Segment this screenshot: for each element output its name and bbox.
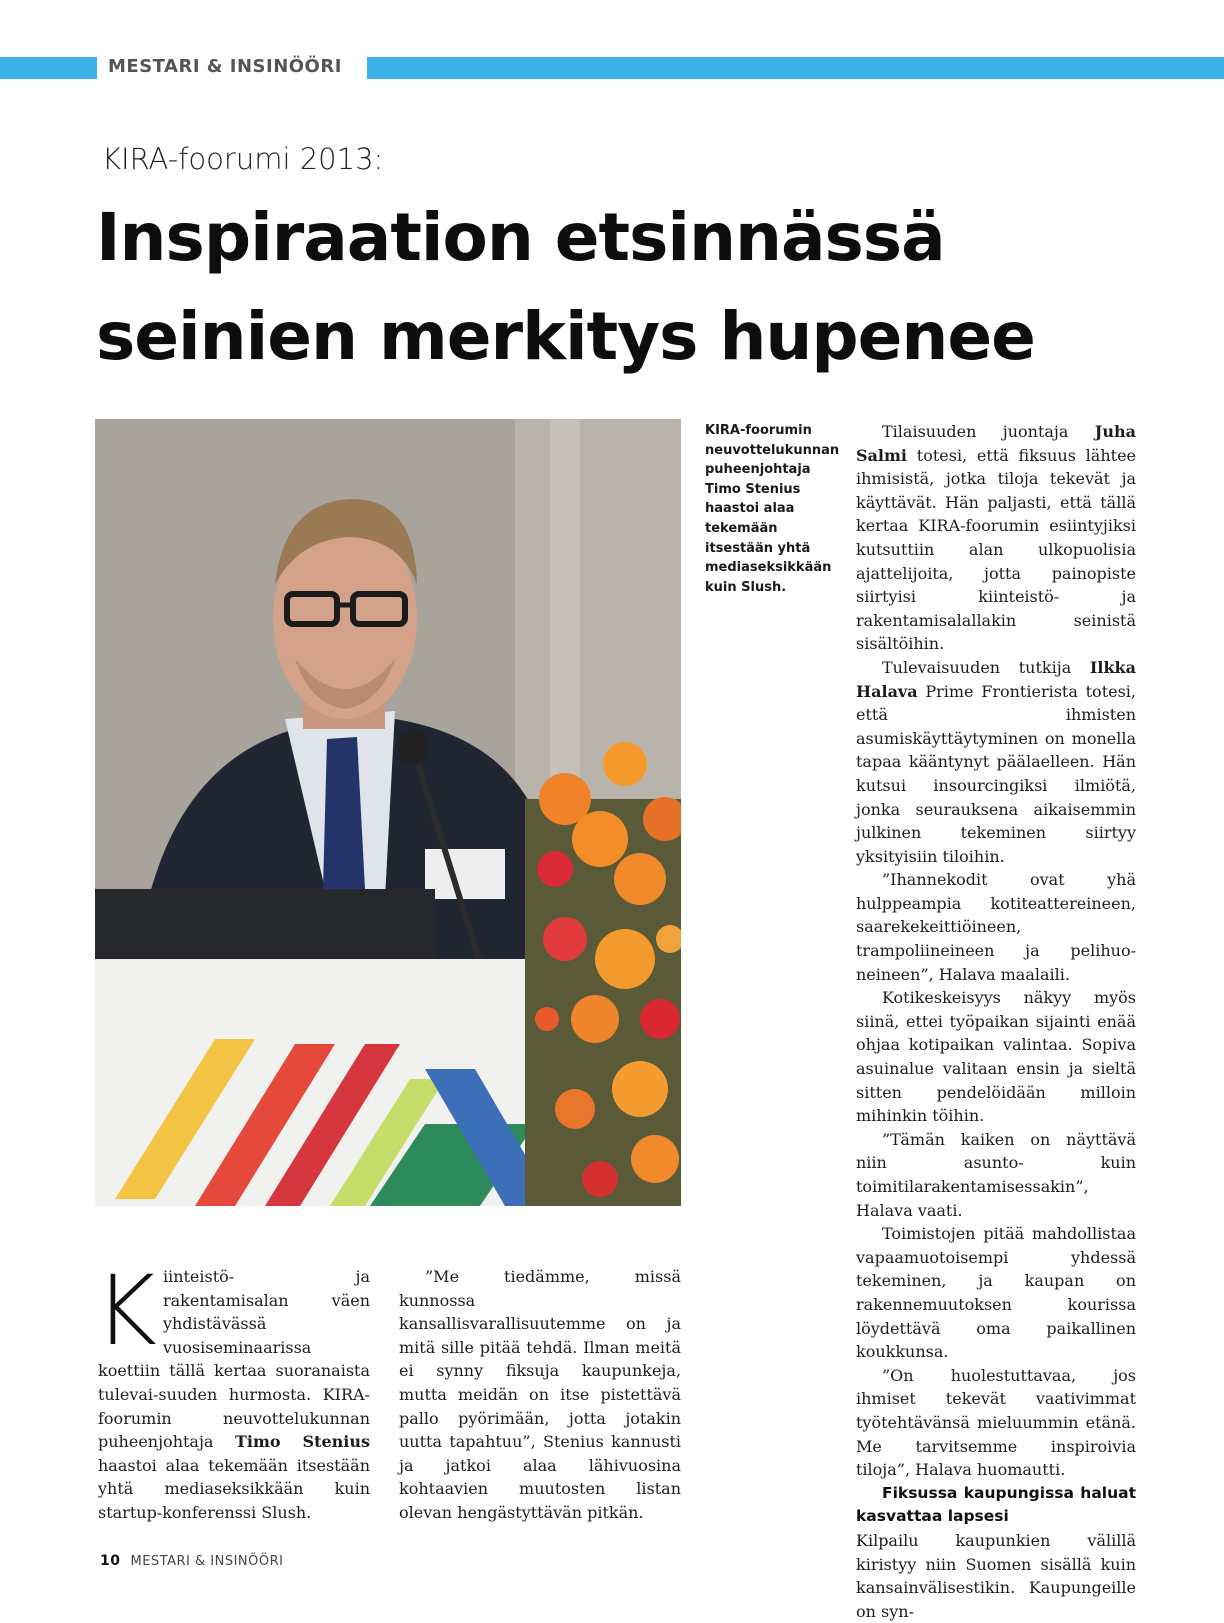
drop-cap: K [94, 1255, 157, 1367]
footer-publication: MESTARI & INSINÖÖRI [130, 1554, 284, 1569]
article-paragraph: Kotikeskeisyys näkyy myös siinä, ettei työpaikan sijainti enää ohjaa kotipaikan valintaa. Sopiva asuinalue valitaan ensin ja sieltä sitten pendelöidään milloin mihinkin töihin. [856, 988, 1136, 1126]
article-paragraph: Kilpailu kaupunkien välillä kiristyy niin Suomen sisällä kuin kansainvälisestikin. Kaupungeille on syn- [856, 1530, 1136, 1621]
article-subheading: Fiksussa kaupungissa haluat kasvattaa lapsesi [856, 1483, 1136, 1526]
article-paragraph: iinteistö- ja rakentamisalan väen yhdistävässä vuosiseminaarissa koettiin tällä kertaa suoranaista tulevai-suuden hurmosta. KIRA-foorumin neuvottelukunnan puheenjohtaja Timo Stenius haastoi alaa tekemään itsestään yhtä mediaseksikkään kuin startup-konferenssi Slush. [98, 1267, 370, 1522]
section-label: MESTARI & INSINÖÖRI [108, 56, 342, 77]
article-kicker: KIRA-foorumi 2013: [102, 142, 384, 176]
speaker-at-podium-photo [95, 419, 681, 1206]
photo-caption: KIRA-foorumin neuvottelukunnan puheenjohtaja Timo Stenius haastoi alaa tekemään itsestään yhtä mediaseksikkään kuin Slush. [705, 423, 840, 595]
page-number: 10 [100, 1553, 121, 1569]
article-paragraph: Tilaisuuden juontaja Juha Salmi totesi, että fiksuus lähtee ihmisistä, jotka tiloja tekevät ja käyttävät. Hän paljasti, että tällä kertaa KIRA-foorumin esiintyjiksi kutsuttiin alan ulkopuolisia ajattelijoita, jotta painopiste siirtyisi kiinteistö- ja rakentamisalallakin seinistä sisältöihin. [856, 422, 1136, 654]
article-paragraph: ”On huolestuttavaa, jos ihmiset tekevät vaativimmat työtehtävänsä mieluummin etänä. Me tarvitsemme inspiroivia tiloja”, Halava huomautti. [856, 1365, 1136, 1480]
article-headline: Inspiraation etsinnässä seinien merkitys hupenee [96, 199, 1035, 375]
article-paragraph: Toimistojen pitää mahdollistaa vapaamuotoisempi yhdessä tekeminen, ja kaupan on rakennemuutoksen kourissa löydettävä oma paikallinen koukkunsa. [856, 1224, 1136, 1362]
article-paragraph: Tulevaisuuden tutkija Ilkka Halava Prime Frontierista totesi, että ihmisten asumiskäyttäytyminen on monella tapaa kääntynyt päälaelleen. Hän kutsui insourcingiksi ilmiötä, jonka seurauksena aikaisemmin julkinen tekeminen siirtyy yksityisiin tiloihin. [856, 657, 1136, 866]
article-paragraph: ”Ihannekodit ovat yhä hulppeampia kotiteattereineen, saarekekeittiöineen, trampoliineineen ja pelihuo-neineen”, Halava maalaili. [856, 870, 1136, 984]
article-column-2 [399, 1265, 681, 1525]
header-accent-bar-right [367, 57, 1224, 79]
article-paragraph: ”Me tiedämme, missä kunnossa kansallisvarallisuutemme on ja mitä sille pitää tehdä. Ilman meitä ei synny fiksuja kaupunkeja, mutta meidän on itse pistettävä pallo pyörimään, jotta jotakin uutta tapahtuu”, Stenius kannusti ja jatkoi alaa lähivuosina kohtaavien muutosten listan olevan hengästyttävän pitkän. [399, 1267, 681, 1522]
article-paragraph: ”Tämän kaiken on näyttävä niin asunto- kuin toimitilarakentamisessakin”, Halava vaati. [856, 1129, 1136, 1220]
article-column-1 [94, 1255, 370, 1525]
article-column-3 [856, 420, 1136, 1623]
page-footer [100, 1553, 283, 1569]
header-accent-bar-left [0, 57, 97, 79]
